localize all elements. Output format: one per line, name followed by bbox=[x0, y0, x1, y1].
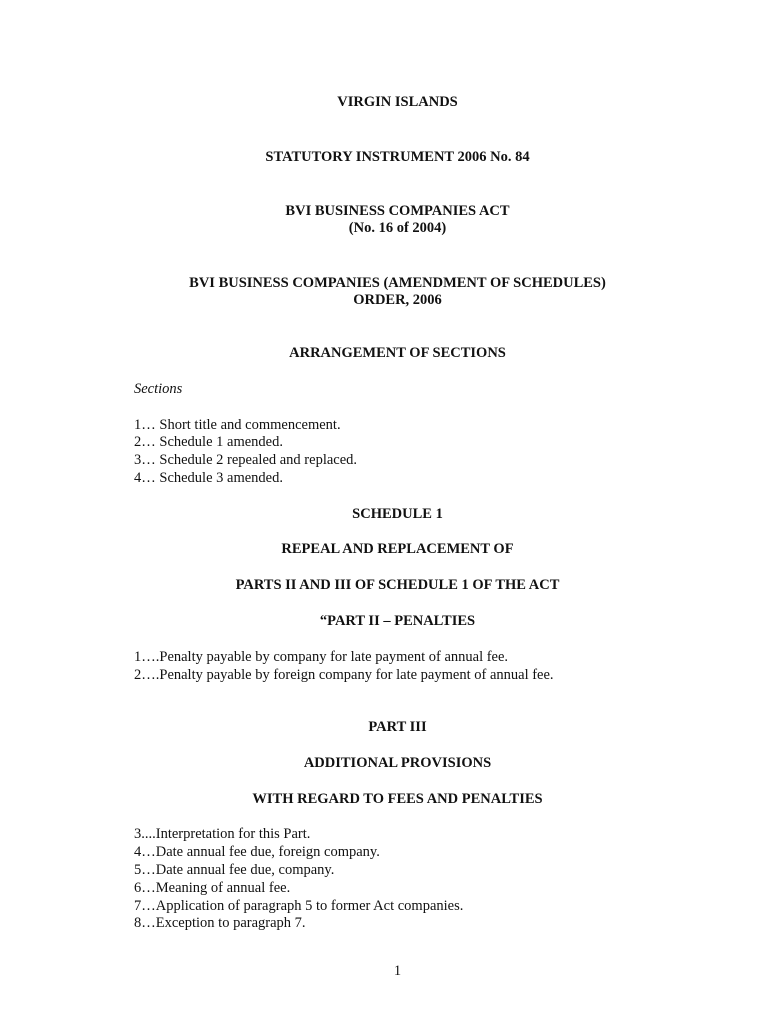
list-item: 7…Application of paragraph 5 to former Act companies. bbox=[134, 898, 464, 914]
schedule-heading: SCHEDULE 1 bbox=[352, 506, 443, 522]
list-item: 3....Interpretation for this Part. bbox=[134, 826, 311, 842]
list-item: 5…Date annual fee due, company. bbox=[134, 862, 335, 878]
jurisdiction-title: VIRGIN ISLANDS bbox=[337, 94, 458, 110]
list-item: 3… Schedule 2 repealed and replaced. bbox=[134, 452, 358, 468]
part3-heading: PART III bbox=[368, 719, 427, 735]
order-title-line2: ORDER, 2006 bbox=[353, 292, 442, 308]
act-title: BVI BUSINESS COMPANIES ACT bbox=[285, 203, 510, 219]
list-item: 4…Date annual fee due, foreign company. bbox=[134, 844, 380, 860]
list-item: 4… Schedule 3 amended. bbox=[134, 470, 283, 486]
list-item: 1….Penalty payable by company for late payment of annual fee. bbox=[134, 649, 509, 665]
list-item: 1… Short title and commencement. bbox=[134, 417, 341, 433]
list-item: 2….Penalty payable by foreign company for late payment of annual fee. bbox=[134, 667, 554, 683]
list-item: 6…Meaning of annual fee. bbox=[134, 880, 291, 896]
sections-label: Sections bbox=[134, 381, 183, 397]
schedule-subheading-1: REPEAL AND REPLACEMENT OF bbox=[281, 541, 514, 557]
page-number: 1 bbox=[393, 963, 402, 979]
list-item: 8…Exception to paragraph 7. bbox=[134, 915, 306, 931]
part3-subheading-2: WITH REGARD TO FEES AND PENALTIES bbox=[252, 791, 543, 807]
part2-heading: “PART II – PENALTIES bbox=[319, 613, 476, 629]
order-title-line1: BVI BUSINESS COMPANIES (AMENDMENT OF SCHEDULES) bbox=[189, 275, 606, 291]
arrangement-heading: ARRANGEMENT OF SECTIONS bbox=[289, 345, 506, 361]
list-item: 2… Schedule 1 amended. bbox=[134, 434, 283, 450]
schedule-subheading-2: PARTS II AND III OF SCHEDULE 1 OF THE ACT bbox=[235, 577, 560, 593]
act-number: (No. 16 of 2004) bbox=[348, 220, 447, 236]
instrument-title: STATUTORY INSTRUMENT 2006 No. 84 bbox=[265, 149, 530, 165]
part3-subheading-1: ADDITIONAL PROVISIONS bbox=[303, 755, 492, 771]
